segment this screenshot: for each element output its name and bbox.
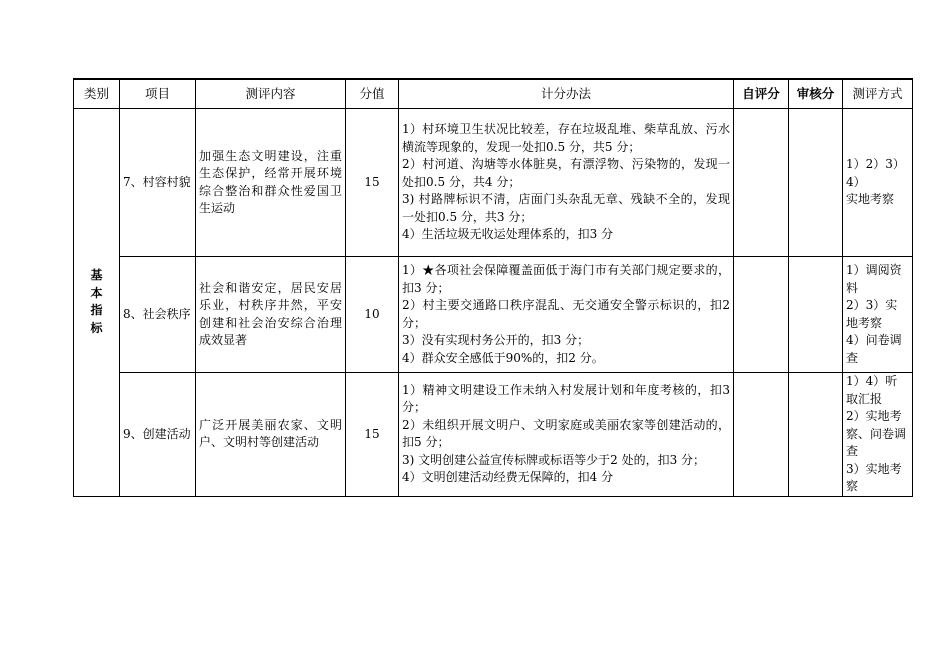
method-line: 1）村环境卫生状况比较差，存在垃圾乱堆、柴草乱放、污水横流等现象的，发现一处扣0.5 分，共5 分；: [402, 122, 730, 154]
header-audit-score: 审核分: [789, 79, 843, 109]
method-line: 4）群众安全感低于90%的，扣2 分。: [402, 350, 604, 365]
evaluation-table: [73, 78, 913, 497]
score-cell: 15: [346, 109, 399, 257]
category-char: 基: [90, 268, 103, 283]
method-cell: [399, 109, 734, 257]
table-row: [74, 373, 913, 497]
method-line: 2）村河道、沟塘等水体脏臭，有漂浮物、污染物的，发现一处扣0.5 分，共4 分；: [402, 157, 730, 189]
method-line: 4）生活垃圾无收运处理体系的，扣3 分: [402, 227, 614, 242]
eval-method-cell: [843, 257, 913, 373]
method-cell: [399, 373, 734, 497]
header-score: 分值: [346, 79, 399, 109]
audit-score-cell: [789, 257, 843, 373]
audit-score-cell: [789, 373, 843, 497]
header-content: 测评内容: [196, 79, 346, 109]
method-line: 3）没有实现村务公开的，扣3 分；: [402, 333, 590, 347]
eval-method-cell: [843, 373, 913, 497]
table-row: [74, 109, 913, 257]
method-line: 3) 文明创建公益宣传标牌或标语等少于2 处的，扣3 分；: [402, 452, 706, 467]
item-cell: 7、村容村貌: [120, 109, 196, 257]
score-cell: 15: [346, 373, 399, 497]
item-cell: 8、社会秩序: [120, 257, 196, 373]
audit-score-cell: [789, 109, 843, 257]
eval-line: 3）实地考察: [846, 461, 902, 493]
method-line: 1）精神文明建设工作未纳入村发展计划和年度考核的，扣3 分；: [402, 382, 730, 415]
score-cell: 10: [346, 257, 399, 373]
method-line: 1）★各项社会保障覆盖面低于海门市有关部门规定要求的，扣3 分；: [402, 263, 730, 295]
content-cell: 社会和谐安定，居民安居乐业，村秩序井然，平安创建和社会治安综合治理成效显著: [196, 257, 346, 373]
table-row: [74, 257, 913, 373]
item-cell: 9、创建活动: [120, 373, 196, 497]
eval-line: 实地考察: [846, 192, 895, 207]
header-row: [74, 79, 913, 109]
eval-line: 1）4）听取汇报: [846, 374, 898, 406]
content-cell: 加强生态文明建设，注重生态保护，经常开展环境综合整治和群众性爱国卫生运动: [196, 109, 346, 257]
category-char: 本: [90, 285, 103, 300]
self-score-cell: [734, 257, 789, 373]
method-line: 4）文明创建活动经费无保障的，扣4 分: [402, 470, 614, 485]
header-item: 项目: [120, 79, 196, 109]
self-score-cell: [734, 373, 789, 497]
header-eval-method: 测评方式: [843, 79, 913, 109]
method-line: 3) 村路牌标识不清，店面门头杂乱无章、残缺不全的，发现一处扣0.5 分，共3 分；: [402, 192, 730, 224]
eval-line: 2）实地考察、问卷调查: [846, 409, 907, 458]
eval-line: 4）问卷调查: [846, 333, 902, 365]
eval-line: 1）2）3）4）: [846, 157, 905, 189]
content-cell: 广泛开展美丽农家、文明户、文明村等创建活动: [196, 373, 346, 497]
category-cell: [74, 109, 120, 497]
eval-line: 1）调阅资料: [846, 263, 902, 295]
header-method: 计分办法: [399, 79, 734, 109]
method-line: 2）未组织开展文明户、文明家庭或美丽农家等创建活动的，扣5 分；: [402, 417, 730, 450]
header-self-score: 自评分: [734, 79, 789, 109]
method-cell: [399, 257, 734, 373]
category-char: 标: [90, 320, 103, 335]
method-line: 2）村主要交通路口秩序混乱、无交通安全警示标识的，扣2 分；: [402, 298, 730, 330]
header-category: 类别: [74, 79, 120, 109]
category-char: 指: [90, 303, 103, 318]
self-score-cell: [734, 109, 789, 257]
eval-line: 2）3）实地考察: [846, 298, 898, 330]
eval-method-cell: [843, 109, 913, 257]
